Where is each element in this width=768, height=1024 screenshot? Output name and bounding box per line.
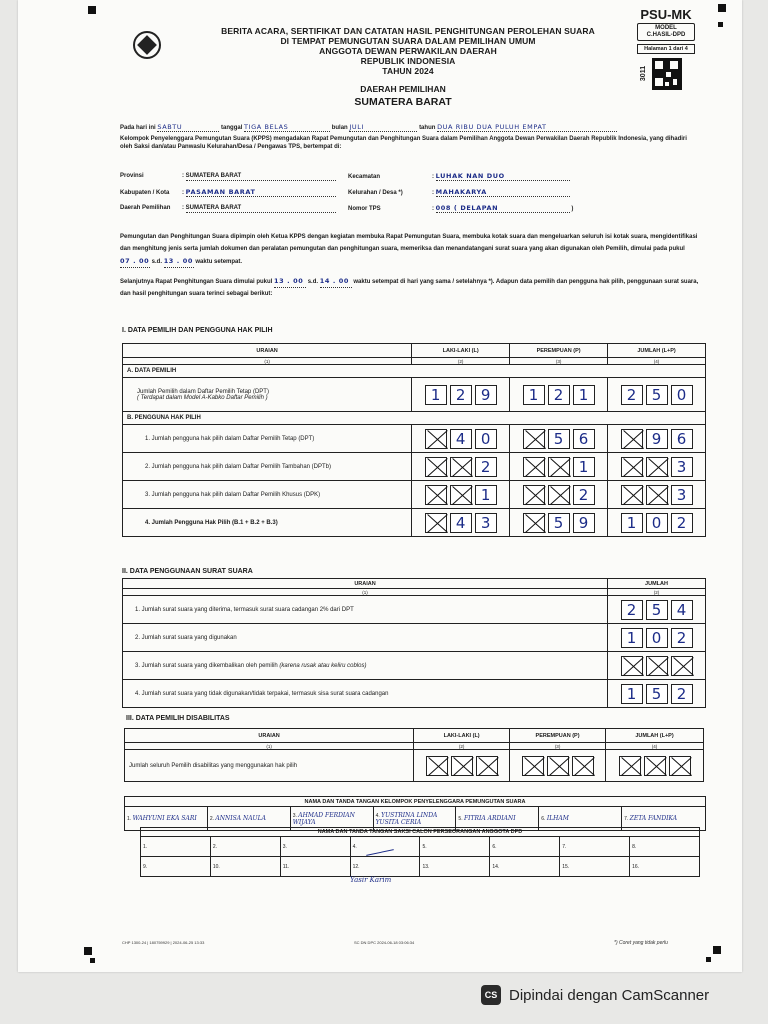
digit-boxes: [514, 485, 603, 505]
crossed-box: [476, 756, 498, 776]
sig-no: 2.: [209, 816, 215, 822]
opening-line: [120, 123, 700, 132]
crossed-box: [523, 429, 545, 449]
bulan-value: JULI: [349, 123, 417, 132]
label: bulan: [331, 125, 348, 131]
crossed-box: [621, 485, 643, 505]
kpps-member-name: YUSTRINA LINDA YUSITA CERIA: [375, 811, 438, 826]
saksi-12-name: Yasir Karim: [350, 876, 392, 884]
row-text: Jumlah Pemilih dalam Daftar Pemilih Tetap (DPT): [137, 388, 269, 395]
col-number: (1): [123, 589, 608, 596]
label: Daerah Pemilihan: [120, 205, 171, 211]
row-label: 4. Jumlah Pengguna Hak Pilih (B.1 + B.2 + B.3): [123, 509, 412, 537]
digit-box: 0: [671, 385, 693, 405]
saksi-signature-cell: 14.: [490, 857, 560, 877]
saksi-signature-title: NAMA DAN TANDA TANGAN SAKSI CALON PERSEORANGAN ANGGOTA DPD: [141, 828, 700, 837]
crossed-box: [522, 756, 544, 776]
subsection-a-title: A. DATA PEMILIH: [123, 365, 706, 378]
digit-box: 5: [646, 684, 668, 704]
digit-boxes: [514, 756, 601, 776]
subsection-b-title: B. PENGGUNA HAK PILIH: [123, 412, 706, 425]
saksi-signature-cell: 3.: [280, 837, 350, 857]
start-time: 07 . 00: [120, 255, 150, 268]
form-code-box: [637, 7, 695, 54]
saksi-signature-cell: 2.: [210, 837, 280, 857]
saksi-signature-cell: 5.: [420, 837, 490, 857]
crossed-box: [451, 756, 473, 776]
table-row: [123, 680, 706, 708]
col-uraian: URAIAN: [123, 344, 412, 358]
col-jumlah: JUMLAH (L+P): [606, 729, 704, 743]
form-model-line: C.HASIL-DPD: [646, 32, 686, 38]
table-row: [123, 596, 706, 624]
kabupaten-row: Kabupaten / Kota : PASAMAN BARAT: [120, 188, 380, 197]
sig-no: 7.: [624, 816, 629, 822]
table-row: [123, 425, 706, 453]
digit-box: 4: [450, 429, 472, 449]
saksi-signature-cell: 11.: [280, 857, 350, 877]
table-row: [123, 624, 706, 652]
tanggal-value: TIGA BELAS: [244, 123, 330, 132]
col-perempuan: PEREMPUAN (P): [510, 344, 608, 358]
kpps-member-name: ILHAM: [546, 815, 569, 822]
crossed-box: [425, 429, 447, 449]
sig-no: 4.: [375, 812, 380, 819]
tps-value: 008 ( DELAPAN: [436, 204, 570, 213]
crossed-box: [450, 485, 472, 505]
row-label: [123, 378, 412, 412]
digit-boxes: [612, 385, 701, 405]
digit-box: 5: [646, 600, 668, 620]
digit-box: 6: [573, 429, 595, 449]
digit-boxes: [612, 684, 701, 704]
footer-mid: SC DN DPC 2024-06-18 03:06:34: [354, 940, 415, 945]
sig-no: 1.: [127, 816, 132, 822]
registration-mark: [713, 946, 721, 954]
camscanner-watermark: [481, 985, 709, 1005]
digit-box: 3: [671, 485, 693, 505]
kpps-member-name: AHMAD FERDIAN WIJAYA: [292, 811, 355, 826]
digit-box: 3: [475, 513, 497, 533]
saksi-signature-cell: 12.: [350, 857, 420, 877]
sig-no: 6.: [541, 816, 546, 822]
crossed-box: [548, 457, 570, 477]
header-line: REPUBLIK INDONESIA: [360, 56, 456, 66]
digit-box: 9: [475, 385, 497, 405]
row-label: 2. Jumlah pengguna hak pilih dalam Daftar Pemilih Tambahan (DPTb): [123, 453, 412, 481]
kpps-member-name: WAHYUNI EKA SARI: [132, 815, 197, 822]
digit-boxes: [416, 429, 505, 449]
dapil-row: Daerah Pemilihan : SUMATERA BARAT: [120, 204, 380, 213]
crossed-box: [523, 457, 545, 477]
registration-mark: [718, 22, 723, 27]
label: Nomor TPS: [348, 206, 381, 212]
col-number: (4): [606, 743, 704, 750]
form-model-line: MODEL: [655, 25, 677, 31]
footer-right: *) Coret yang tidak perlu: [614, 940, 668, 946]
form-model: [637, 23, 695, 41]
form-code-title: PSU-MK: [640, 7, 692, 22]
label: Pada hari ini: [120, 125, 156, 131]
col-number: (2): [608, 589, 706, 596]
form-header: [168, 26, 648, 76]
digit-boxes: [514, 457, 603, 477]
kpps-member-name: ANNISA NAULA: [215, 815, 266, 822]
digit-boxes: [612, 485, 701, 505]
crossed-box: [426, 756, 448, 776]
col-jumlah: JUMLAH: [608, 579, 706, 589]
digit-box: 2: [573, 485, 595, 505]
scanned-form-page: [18, 0, 742, 972]
dapil-title: DAERAH PEMILIHAN: [360, 84, 446, 94]
digit-boxes: [612, 628, 701, 648]
crossed-box: [450, 457, 472, 477]
saksi-signature-cell: 10.: [210, 857, 280, 877]
saksi-signature-row: [141, 857, 700, 877]
qr-code-icon: [652, 58, 682, 90]
crossed-box: [425, 485, 447, 505]
sig-no: 3.: [292, 812, 297, 819]
opening-paragraph: Kelompok Penyelenggara Pemungutan Suara (KPPS) mengadakan Rapat Pemungutan dan Penghitungan Suara dalam Pemilihan Anggota Dewan Perwakilan Daerah Republik Indonesia, yang dihadiri oleh Saksi dan/atau Panwaslu Kelurahan/Desa / Pengawas TPS, bertempat di:: [120, 136, 687, 150]
digit-box: 1: [621, 513, 643, 533]
header-line: ANGGOTA DEWAN PERWAKILAN DAERAH: [319, 46, 497, 56]
sig-no: 5.: [458, 816, 463, 822]
col-number: (3): [510, 743, 606, 750]
camscanner-text: Dipindai dengan CamScanner: [509, 986, 710, 1004]
kecamatan-row: Kecamatan : LUHAK NAN DUO: [348, 172, 648, 181]
digit-boxes: [416, 457, 505, 477]
section-1-title: I. DATA PEMILIH DAN PENGGUNA HAK PILIH: [122, 327, 273, 334]
digit-boxes: [416, 385, 505, 405]
row-note: ( Terdapat dalam Model A-Kabko Daftar Pemilih ): [137, 394, 268, 401]
col-laki: LAKI-LAKI (L): [414, 729, 510, 743]
kpps-signature-table: [124, 796, 706, 831]
digit-boxes: [612, 656, 701, 676]
crossed-box: [644, 756, 666, 776]
crossed-box: [619, 756, 641, 776]
digit-box: 2: [450, 385, 472, 405]
intro-text: Selanjutnya Rapat Penghitungan Suara dimulai pukul: [120, 279, 273, 285]
row-label: 4. Jumlah surat suara yang tidak digunakan/tidak terpakai, termasuk sisa surat suara cadangan: [123, 680, 608, 708]
col-jumlah: JUMLAH (L+P): [608, 344, 706, 358]
saksi-signature-table: [140, 827, 700, 877]
digit-box: 1: [621, 684, 643, 704]
footer-left: CHP 1300-24 | 180759929 | 2024-06-25 13:33: [122, 940, 205, 945]
saksi-signature-cell: 7.: [560, 837, 630, 857]
col-uraian: URAIAN: [123, 579, 608, 589]
section-3-title: III. DATA PEMILIH DISABILITAS: [126, 715, 230, 722]
digit-box: 1: [425, 385, 447, 405]
saksi-signature-cell: 13.: [420, 857, 490, 877]
waktu-text: waktu setempat.: [195, 259, 243, 265]
kpps-member-name: ZETA FANDIKA: [629, 815, 678, 822]
intro-text: waktu setempat di hari yang sama / setelahnya *). Adapun data pemilih dan pengguna hak pilih, penggunaan surat suara, dan hasil penghitungan suara terinci sebagai berikut:: [120, 279, 699, 297]
provinsi-value: SUMATERA BARAT: [186, 172, 336, 181]
registration-mark: [706, 957, 711, 962]
row-text: 3. Jumlah surat suara yang dikembalikan oleh pemilih: [135, 662, 280, 669]
crossed-box: [621, 457, 643, 477]
digit-box: 2: [621, 600, 643, 620]
crossed-box: [425, 457, 447, 477]
digit-box: 2: [671, 628, 693, 648]
crossed-box: [547, 756, 569, 776]
digit-boxes: [612, 457, 701, 477]
col-number: (3): [510, 358, 608, 365]
crossed-box: [523, 513, 545, 533]
end-time: 13 . 00: [164, 255, 194, 268]
registration-mark: [90, 958, 95, 963]
sd-text: s.d.: [307, 279, 319, 285]
crossed-box: [548, 485, 570, 505]
digit-box: 1: [523, 385, 545, 405]
table-row: [123, 481, 706, 509]
registration-mark: [718, 4, 726, 12]
digit-boxes: [418, 756, 505, 776]
saksi-signature-cell: 8.: [630, 837, 700, 857]
digit-boxes: [610, 756, 699, 776]
digit-boxes: [416, 485, 505, 505]
dapil-value: SUMATERA BARAT: [186, 204, 336, 213]
col-number: (4): [608, 358, 706, 365]
saksi-signature-cell: 16.: [630, 857, 700, 877]
label: Kabupaten / Kota: [120, 190, 170, 196]
crossed-box: [646, 485, 668, 505]
digit-box: 2: [671, 684, 693, 704]
section-3-table: [124, 728, 704, 782]
kelurahan-row: Kelurahan / Desa *) : MAHAKARYA: [348, 188, 648, 197]
saksi-signature-cell: 15.: [560, 857, 630, 877]
label: tahun: [419, 125, 436, 131]
intro-paragraph-2: [120, 275, 700, 300]
crossed-box: [671, 656, 693, 676]
table-row: [125, 750, 704, 782]
kelurahan-value: MAHAKARYA: [436, 188, 570, 197]
row-label: 2. Jumlah surat suara yang digunakan: [123, 624, 608, 652]
digit-boxes: [416, 513, 505, 533]
count-start-time: 13 . 00: [274, 275, 306, 288]
section-1-table: [122, 343, 706, 537]
digit-box: 9: [573, 513, 595, 533]
col-number: (2): [414, 743, 510, 750]
table-row: [123, 453, 706, 481]
digit-box: 1: [475, 485, 497, 505]
digit-boxes: [514, 385, 603, 405]
label: Kecamatan: [348, 174, 381, 180]
provinsi-row: Provinsi : SUMATERA BARAT: [120, 172, 380, 181]
kpps-signature-title: NAMA DAN TANDA TANGAN KELOMPOK PENYELENGGARA PEMUNGUTAN SUARA: [125, 797, 706, 807]
crossed-box: [669, 756, 691, 776]
table-row: [123, 509, 706, 537]
saksi-signature-row: [141, 837, 700, 857]
label: Provinsi: [120, 173, 144, 179]
col-perempuan: PEREMPUAN (P): [510, 729, 606, 743]
digit-boxes: [514, 513, 603, 533]
tps-close-paren: ): [571, 206, 574, 212]
kecamatan-value: LUHAK NAN DUO: [436, 172, 570, 181]
digit-box: 2: [548, 385, 570, 405]
col-uraian: URAIAN: [125, 729, 414, 743]
saksi-signature-cell: 1.: [141, 837, 211, 857]
header-line: DI TEMPAT PEMUNGUTAN SUARA DALAM PEMILIHAN UMUM: [280, 36, 536, 46]
kabupaten-value: PASAMAN BARAT: [186, 188, 336, 197]
hari-value: SABTU: [157, 123, 219, 132]
dapil-name: SUMATERA BARAT: [354, 96, 452, 108]
row-label: Jumlah seluruh Pemilih disabilitas yang menggunakan hak pilih: [125, 750, 414, 782]
registration-mark: [84, 947, 92, 955]
digit-box: 0: [646, 628, 668, 648]
col-number: (2): [412, 358, 510, 365]
digit-boxes: [612, 600, 701, 620]
sd-text: s.d.: [151, 259, 163, 265]
kpps-member-name: FITRIA ARDIANI: [463, 815, 516, 822]
row-label: 1. Jumlah pengguna hak pilih dalam Daftar Pemilih Tetap (DPT): [123, 425, 412, 453]
digit-box: 5: [646, 385, 668, 405]
intro-text: Pemungutan dan Penghitungan Suara dipimpin oleh Ketua KPPS dengan kegiatan membuka Rapat Pemungutan Suara, membuka kotak suara dan mengeluarkan seluruh isi kotak suara, mengidentifikasi dan menghitung jenis serta jumlah dokumen dan peralatan pemungutan dan penghitungan suara, memeriksa dan menandatangani surat suara yang akan digunakan oleh Pemilih, dimulai pada pukul: [120, 234, 698, 252]
qr-number: 3011: [640, 65, 648, 82]
digit-box: 0: [646, 513, 668, 533]
digit-box: 5: [548, 513, 570, 533]
crossed-box: [646, 656, 668, 676]
col-number: (1): [123, 358, 412, 365]
kpu-logo: [130, 27, 164, 65]
digit-box: 2: [671, 513, 693, 533]
crossed-box: [621, 656, 643, 676]
digit-box: 2: [621, 385, 643, 405]
crossed-box: [646, 457, 668, 477]
header-line: TAHUN 2024: [382, 66, 434, 76]
row-label: 1. Jumlah surat suara yang diterima, termasuk surat suara cadangan 2% dari DPT: [123, 596, 608, 624]
label: Kelurahan / Desa *): [348, 190, 403, 196]
header-line: BERITA ACARA, SERTIFIKAT DAN CATATAN HASIL PENGHITUNGAN PEROLEHAN SUARA: [221, 26, 595, 36]
table-row: [123, 378, 706, 412]
saksi-signature-cell: 4.: [350, 837, 420, 857]
digit-boxes: [612, 513, 701, 533]
digit-box: 1: [573, 457, 595, 477]
page-indicator: Halaman 1 dari 4: [637, 44, 695, 54]
digit-boxes: [612, 429, 701, 449]
digit-box: 0: [475, 429, 497, 449]
digit-boxes: [514, 429, 603, 449]
digit-box: 2: [475, 457, 497, 477]
digit-box: 4: [450, 513, 472, 533]
table-row: [123, 652, 706, 680]
crossed-box: [425, 513, 447, 533]
digit-box: 9: [646, 429, 668, 449]
digit-box: 3: [671, 457, 693, 477]
crossed-box: [523, 485, 545, 505]
saksi-signature-cell: 9.: [141, 857, 211, 877]
col-number: (1): [125, 743, 414, 750]
digit-box: 1: [621, 628, 643, 648]
section-2-table: [122, 578, 706, 708]
tahun-value: DUA RIBU DUA PULUH EMPAT: [437, 123, 617, 132]
row-note: (karena rusak atau keliru coblos): [279, 662, 367, 669]
col-laki: LAKI-LAKI (L): [412, 344, 510, 358]
intro-paragraph: [120, 231, 700, 268]
digit-box: 4: [671, 600, 693, 620]
digit-box: 5: [548, 429, 570, 449]
camscanner-icon: CS: [481, 985, 501, 1005]
crossed-box: [572, 756, 594, 776]
count-end-time: 14 . 00: [320, 275, 352, 288]
digit-box: 6: [671, 429, 693, 449]
section-2-title: II. DATA PENGGUNAAN SURAT SUARA: [122, 568, 253, 575]
row-label: 3. Jumlah pengguna hak pilih dalam Daftar Pemilih Khusus (DPK): [123, 481, 412, 509]
tps-row: Nomor TPS : 008 ( DELAPAN ): [348, 204, 574, 212]
registration-mark: [88, 6, 96, 14]
saksi-signature-cell: 6.: [490, 837, 560, 857]
digit-box: 1: [573, 385, 595, 405]
crossed-box: [621, 429, 643, 449]
label: tanggal: [221, 125, 243, 131]
row-label: [123, 652, 608, 680]
